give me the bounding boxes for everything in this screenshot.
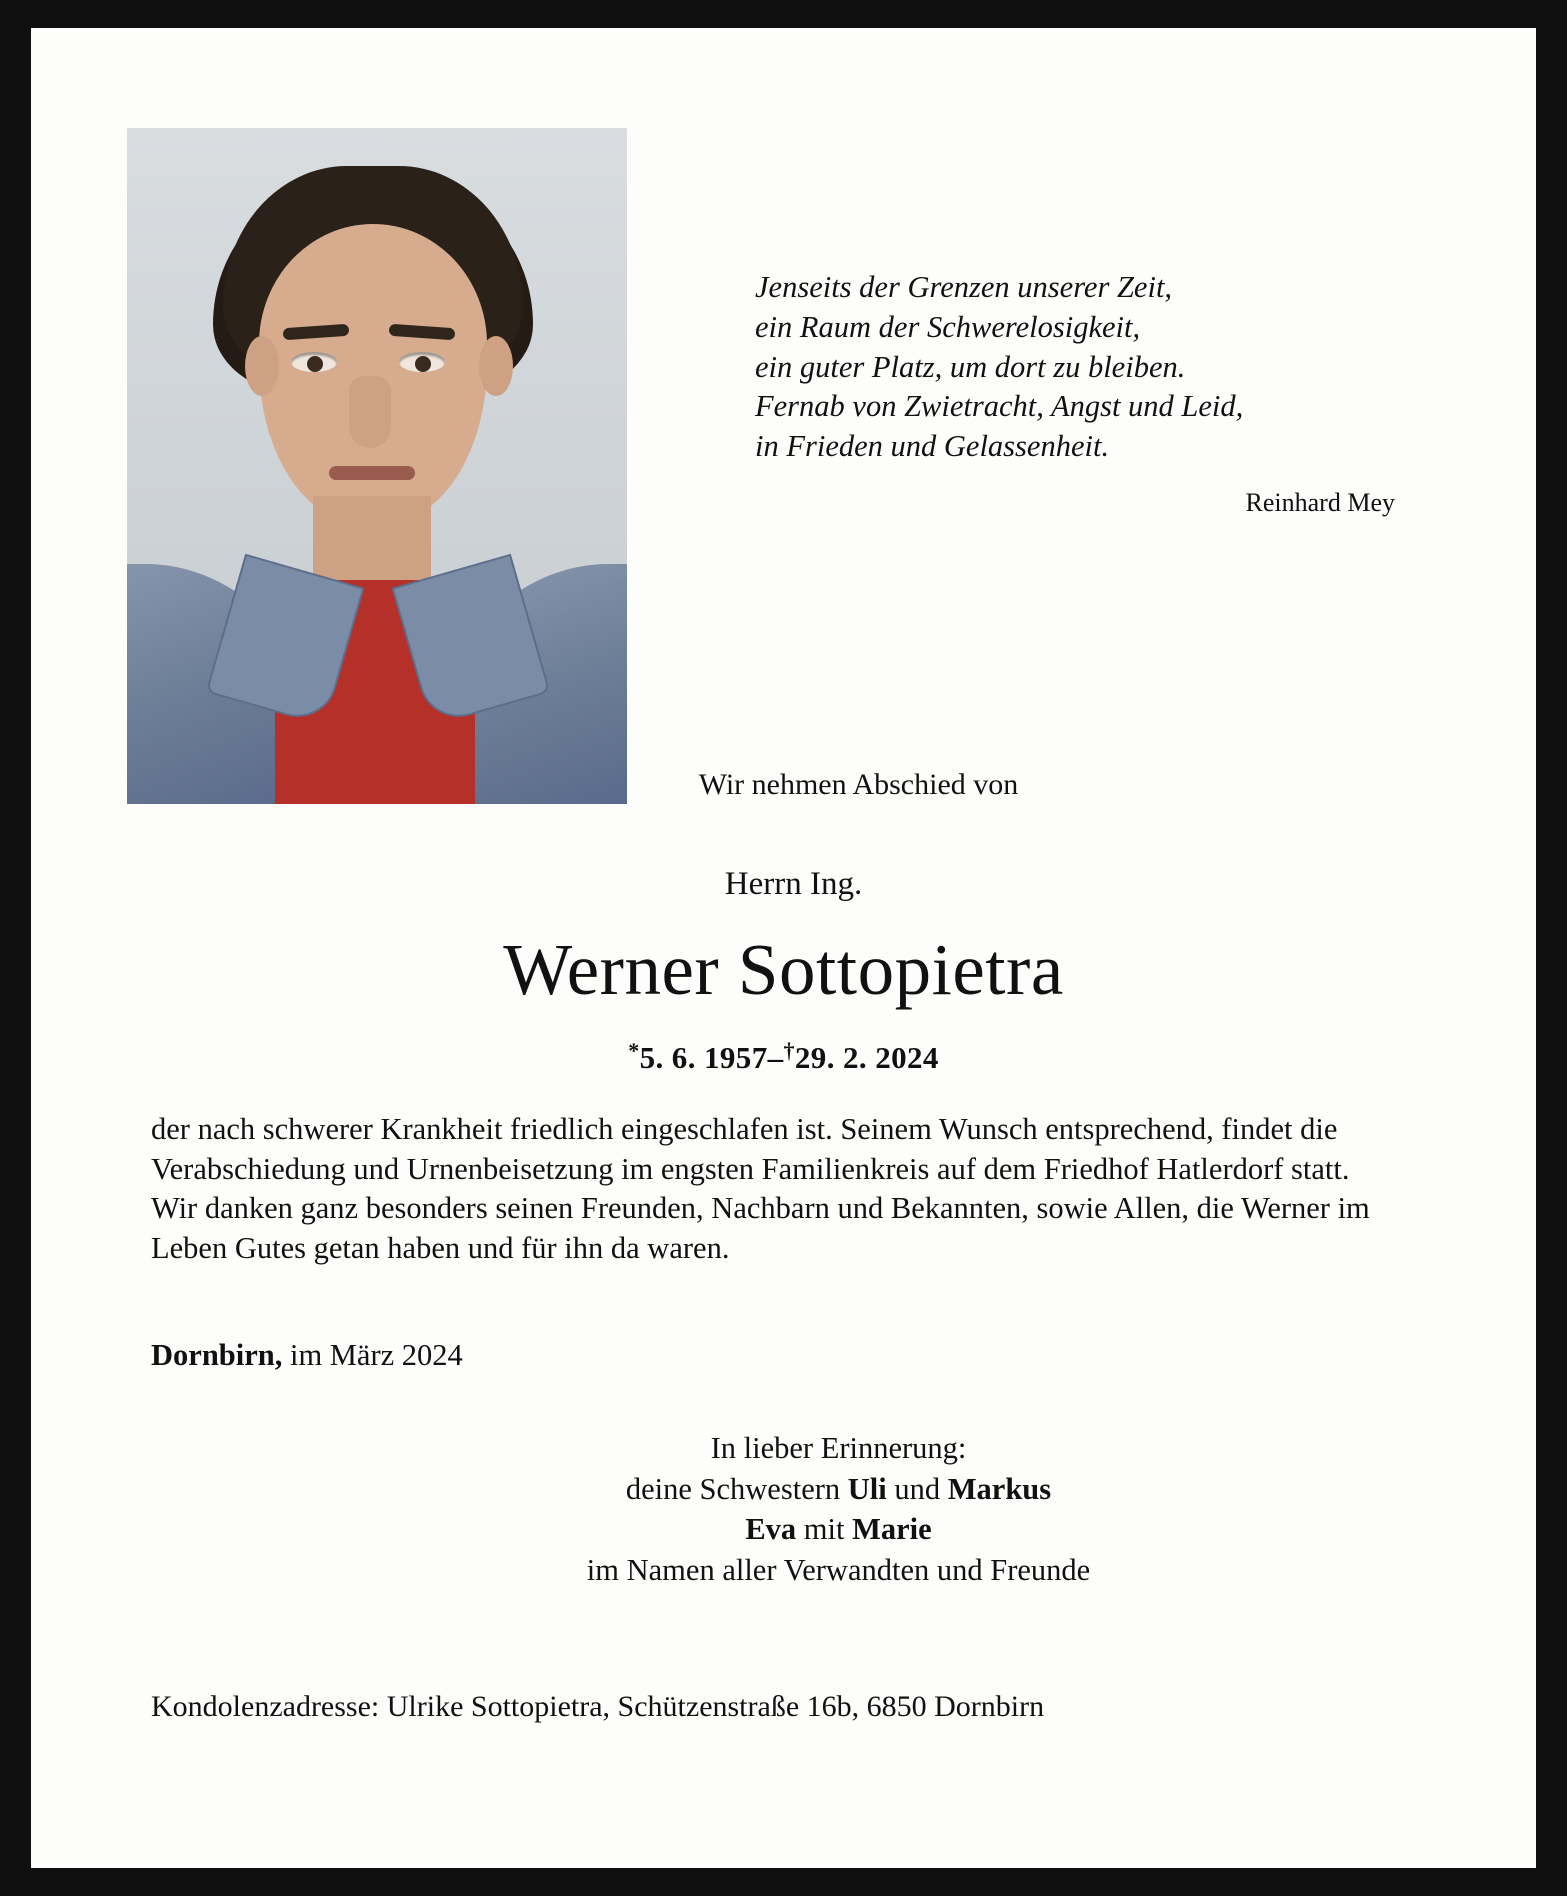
- obituary-content: [31, 28, 1536, 1868]
- notice-date: im März 2024: [282, 1338, 463, 1372]
- portrait-mouth: [329, 466, 415, 480]
- memory-name-marie: Marie: [852, 1512, 932, 1547]
- poem-line: Fernab von Zwietracht, Angst und Leid,: [755, 389, 1244, 424]
- memory-line-relatives: im Namen aller Verwandten und Freunde: [586, 1552, 1091, 1587]
- body-paragraph-2: Wir danken ganz besonders seinen Freunden, Nachbarn und Bekannten, sowie Allen, die Werner im Leben Gutes getan haben und für ihn da waren.: [151, 1191, 1370, 1265]
- portrait-pupil-left: [307, 356, 323, 372]
- poem-line: ein guter Platz, um dort zu bleiben.: [755, 349, 1186, 384]
- poem-line: Jenseits der Grenzen unserer Zeit,: [755, 270, 1173, 304]
- portrait-ear-right: [479, 336, 513, 396]
- portrait-image: [127, 128, 627, 804]
- portrait-pupil-right: [415, 356, 431, 372]
- place-and-date: [151, 1338, 463, 1373]
- place-name: Dornbirn,: [151, 1338, 283, 1372]
- birth-date: 5. 6. 1957: [639, 1040, 768, 1075]
- poem-line: ein Raum der Schwerelosigkeit,: [755, 309, 1141, 344]
- farewell-intro-text: Wir nehmen Abschied von: [698, 768, 1019, 801]
- portrait-nose: [349, 376, 391, 448]
- farewell-intro: [31, 768, 1536, 802]
- memory-prefix: deine Schwestern: [625, 1471, 848, 1506]
- portrait-ear-left: [245, 336, 279, 396]
- memory-line-siblings: [31, 1469, 1536, 1510]
- death-date: 29. 2. 2024: [794, 1040, 939, 1075]
- memory-conjunction-2: mit: [796, 1512, 853, 1547]
- portrait-photo: [127, 128, 627, 804]
- memory-name-eva: Eva: [745, 1512, 797, 1547]
- life-dates: [31, 1038, 1536, 1076]
- condolence-address: Kondolenzadresse: Ulrike Sottopietra, Schützenstraße 16b, 6850 Dornbirn: [151, 1690, 1045, 1723]
- obituary-notice: [31, 28, 1536, 1868]
- death-symbol: †: [783, 1038, 795, 1063]
- poem-author: Reinhard Mey: [1245, 488, 1395, 517]
- memory-name-uli: Uli: [847, 1471, 887, 1506]
- honorific-text: Herrn Ing.: [724, 866, 863, 902]
- memory-line-eva: [31, 1509, 1536, 1550]
- body-text: [151, 1110, 1436, 1269]
- memory-block: [31, 1428, 1536, 1590]
- honorific: [31, 866, 1536, 903]
- memory-name-markus: Markus: [947, 1471, 1052, 1506]
- poem-block: [755, 268, 1455, 467]
- date-separator: –: [767, 1040, 784, 1075]
- poem-line: in Frieden und Gelassenheit.: [755, 429, 1110, 464]
- body-paragraph-1: der nach schwerer Krankheit friedlich eingeschlafen ist. Seinem Wunsch entsprechend, findet die Verabschiedung und Urnenbeisetzung im engsten Familienkreis auf dem Friedhof Hatlerdorf statt.: [151, 1112, 1350, 1186]
- birth-symbol: *: [628, 1038, 640, 1063]
- memory-conjunction: und: [886, 1471, 948, 1506]
- deceased-name: Werner Sottopietra: [503, 929, 1064, 1010]
- memory-heading: In lieber Erinnerung:: [710, 1431, 967, 1465]
